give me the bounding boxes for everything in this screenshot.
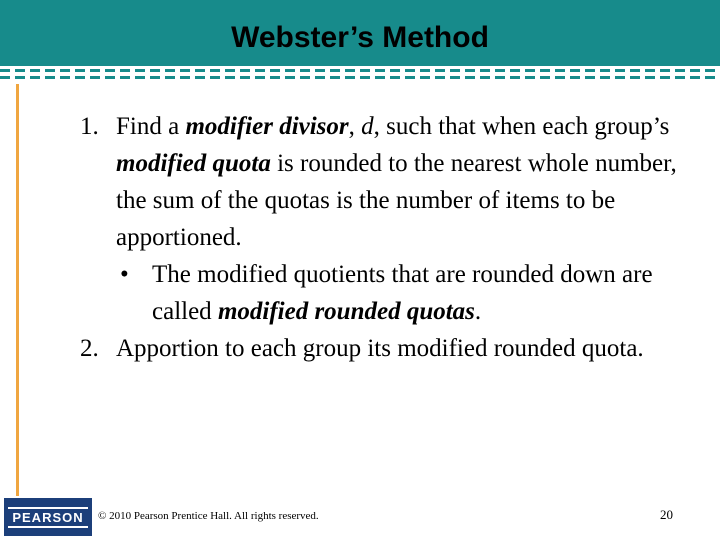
bullet-text [152,261,653,325]
text-run: , such that when each group’s [373,113,670,140]
item-number: 1. [80,113,99,140]
term-modifier-divisor: modifier divisor [185,113,349,140]
variable-d: d [361,113,374,140]
text-run: is rounded to the nearest whole number, the sum of the quotas is the number of items to be apportioned. [116,150,677,251]
text-run: . [474,298,482,325]
slide-title: Webster’s Method [231,21,489,54]
text-run: Find a [116,113,186,140]
term-modified-quota: modified quota [116,150,271,177]
copyright-notice: © 2010 Pearson Prentice Hall. All rights reserved. [98,510,319,522]
text-run: , [348,113,362,140]
text-run: The modified quotients that are rounded down are called [152,261,653,325]
item-text: Apportion to each group its modified rounded quota. [116,335,644,362]
list-item-2 [80,330,690,367]
item-text [116,113,677,251]
logo-text: PEARSON [8,507,87,528]
pearson-logo [4,498,92,536]
list-item-1 [80,108,690,330]
left-accent-rule [16,84,19,496]
item-number: 2. [80,335,99,362]
bullet-icon: • [120,261,129,288]
page-number: 20 [660,507,673,522]
dashed-divider [0,69,720,72]
slide-body [80,108,690,367]
sub-bullet [80,256,690,330]
dashed-divider [0,76,720,79]
term-modified-rounded-quotas: modified rounded quotas [217,298,475,325]
